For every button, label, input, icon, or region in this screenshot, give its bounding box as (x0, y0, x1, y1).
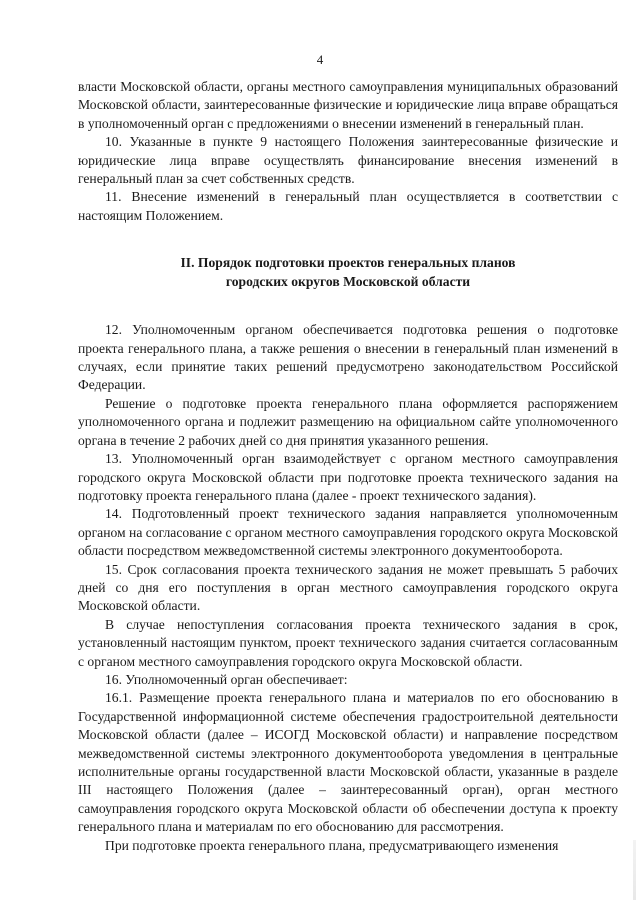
paragraph-12: 12. Уполномоченным органом обеспечивается подготовка решения о подготовке проекта генерального плана, а также решения о внесении в генеральный план изменений в случаях, если принятие таких решений предусмотрено законодательством Российской Федерации. (78, 322, 618, 393)
document-body (78, 78, 618, 855)
paragraph-continuation: власти Московской области, органы местного самоуправления муниципальных образований Московской области, заинтересованные физические и юридические лица вправе обращаться в уполномоченный орган с предложениями о внесении изменений в генеральный план. (78, 79, 618, 131)
paragraph-16: 16. Уполномоченный орган обеспечивает: (105, 671, 348, 687)
paragraph-15: 15. Срок согласования проекта технического задания не может превышать 5 рабочих дней со дня его поступления в орган местного самоуправления городского округа Московской области. (78, 561, 618, 614)
section-heading-line-2: городских округов Московской области (225, 274, 471, 290)
section-heading-line-1: II. Порядок подготовки проектов генеральных планов (180, 255, 516, 271)
paragraph-13: 13. Уполномоченный орган взаимодействует с органом местного самоуправления городского округа Московской области при подготовке проекта технического задания на подготовку проекта генерального плана (далее - проект технического задания). (78, 451, 618, 503)
paragraph-16-1: 16.1. Размещение проекта генерального плана и материалов по его обоснованию в Государственной информационной системе обеспечения градостроительной деятельности Московской области (далее – ИСОГД Московской области) и направление посредством межведомственной системы электронного документооборота уведомления в центральные исполнительные органы государственной власти Московской области, указанные в разделе III настоящего Положения (далее – заинтересованный орган), орган местного самоуправления городского округа Московской области об обеспечении доступа к проекту генерального плана и материалам по его обоснованию для рассмотрения. (78, 690, 618, 835)
section-heading (78, 253, 618, 291)
page-number: 4 (316, 52, 324, 67)
paragraph-10: 10. Указанные в пункте 9 настоящего Положения заинтересованные физические и юридические лица вправе осуществлять финансирование внесения изменений в генеральный план за счет собственных средств. (78, 134, 618, 187)
paragraph-12-decision: Решение о подготовке проекта генерального плана оформляется распоряжением уполномоченного органа и подлежит размещению на официальном сайте уполномоченного органа в течение 2 рабочих дней со дня принятия указанного решения. (78, 395, 618, 448)
paragraph-16-1-preparation: При подготовке проекта генерального плана, предусматривающего изменения (105, 837, 559, 853)
paragraph-11: 11. Внесение изменений в генеральный план осуществляется в соответствии с настоящим Положением. (78, 189, 618, 223)
scan-edge-artifact (633, 840, 636, 900)
paragraph-15-nonreceipt: В случае непоступления согласования проекта технического задания в срок, установленный настоящим пунктом, проект технического задания считается согласованным с органом местного самоуправления городского округа Московской области. (78, 616, 618, 669)
paragraph-14: 14. Подготовленный проект технического задания направляется уполномоченным органом на согласование с органом местного самоуправления городского округа Московской области посредством межведомственной системы электронного документооборота. (78, 506, 618, 559)
